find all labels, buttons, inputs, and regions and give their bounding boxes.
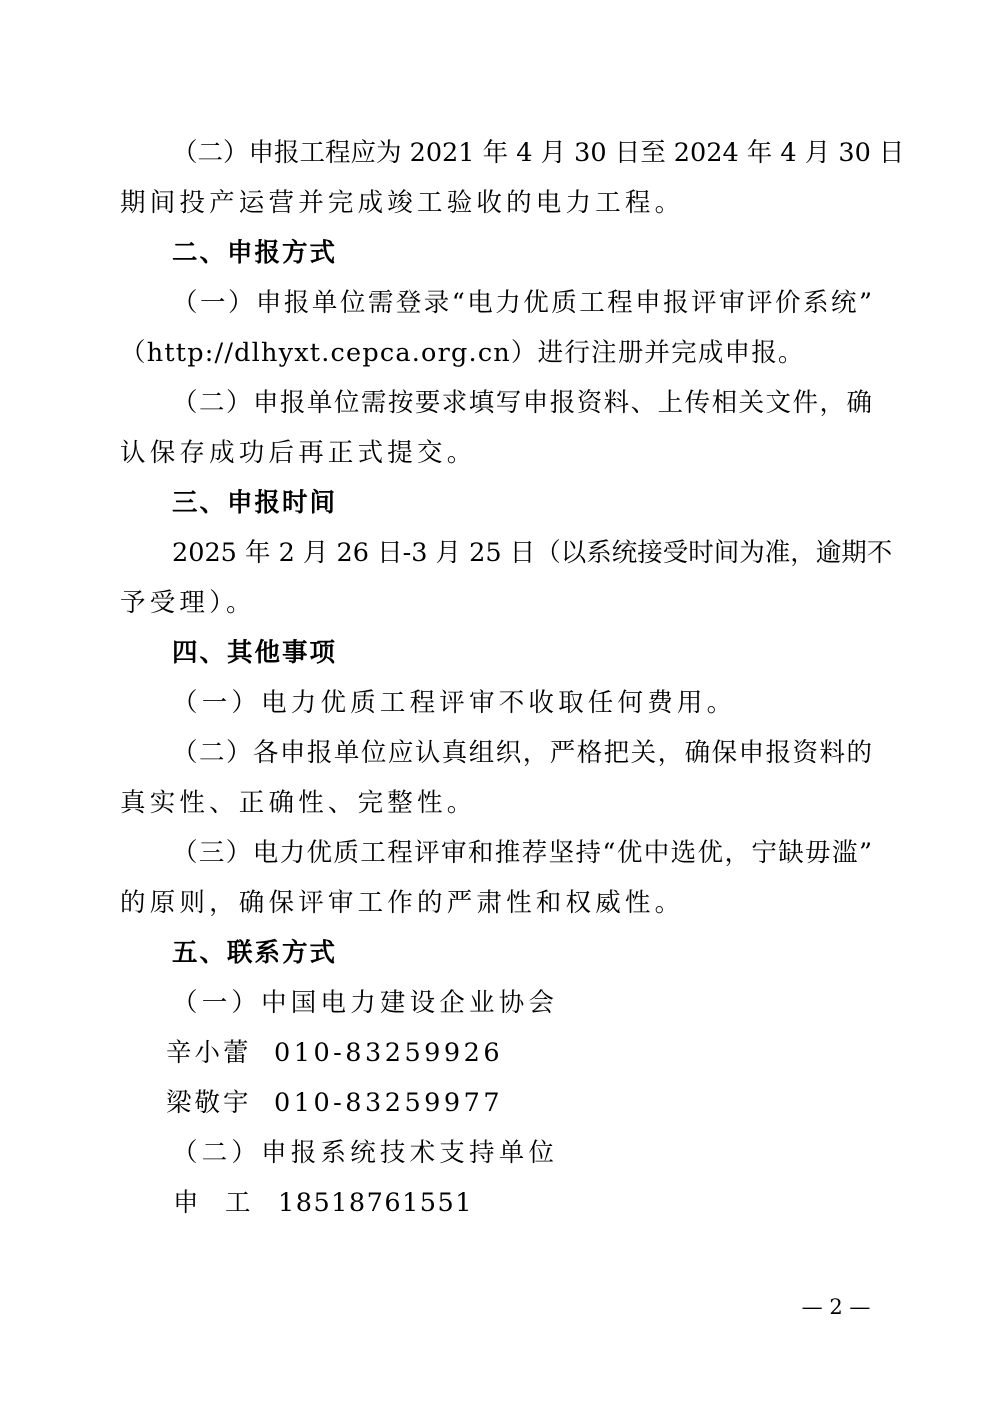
section-2-item-1-line-2: （http://dlhyxt.cepca.org.cn）进行注册并完成申报。 [120,338,805,368]
section-2-heading: 二、申报方式 [172,238,338,268]
contact-1-phone: 010-83259926 [274,1038,504,1068]
section-3-heading: 三、申报时间 [172,488,338,518]
contact-2-phone: 010-83259977 [274,1088,504,1118]
section-4-item-3-line-2: 的原则，确保评审工作的严肃性和权威性。 [120,888,685,918]
section-2-item-2-line-2: 认保存成功后再正式提交。 [120,438,477,468]
section-4-heading: 四、其他事项 [172,638,338,668]
section-4-item-2-line-1: （二）各申报单位应认真组织，严格把关，确保申报资料的 [172,738,872,768]
paragraph-1-line-1: （二）申报工程应为 2021 年 4 月 30 日至 2024 年 4 月 30 日 [172,138,905,168]
contact-row-2 [166,1078,504,1128]
contact-1-name: 辛小蕾 [166,1038,252,1068]
section-2-item-2-line-1: （二）申报单位需按要求填写申报资料、上传相关文件，确 [172,388,872,418]
contact-org-1: （一）中国电力建设企业协会 [172,988,559,1018]
section-4-item-2-line-2: 真实性、正确性、完整性。 [120,788,477,818]
page-number: — 2 — [801,1295,871,1319]
contact-row-3 [173,1178,493,1228]
contact-3-name-part-a: 申 [173,1188,199,1218]
section-4-item-3-line-1: （三）电力优质工程评审和推荐坚持“优中选优，宁缺毋滥” [172,838,872,868]
section-2-item-1-line-1: （一）申报单位需登录“电力优质工程申报评审评价系统” [172,288,872,318]
contact-org-2: （二）申报系统技术支持单位 [172,1138,559,1168]
contact-3-phone: 18518761551 [278,1188,473,1218]
contact-3-name [173,1178,278,1228]
contact-3-name-part-b: 工 [225,1188,251,1218]
paragraph-1-line-2: 期间投产运营并完成竣工验收的电力工程。 [120,188,685,218]
section-4-item-1: （一）电力优质工程评审不收取任何费用。 [172,688,737,718]
contact-2-name: 梁敬宇 [166,1088,252,1118]
section-5-heading: 五、联系方式 [172,938,338,968]
section-3-line-1: 2025 年 2 月 26 日-3 月 25 日（以系统接受时间为准，逾期不 [172,538,893,568]
contact-row-1 [166,1028,504,1078]
section-3-line-2: 予受理）。 [120,588,256,618]
